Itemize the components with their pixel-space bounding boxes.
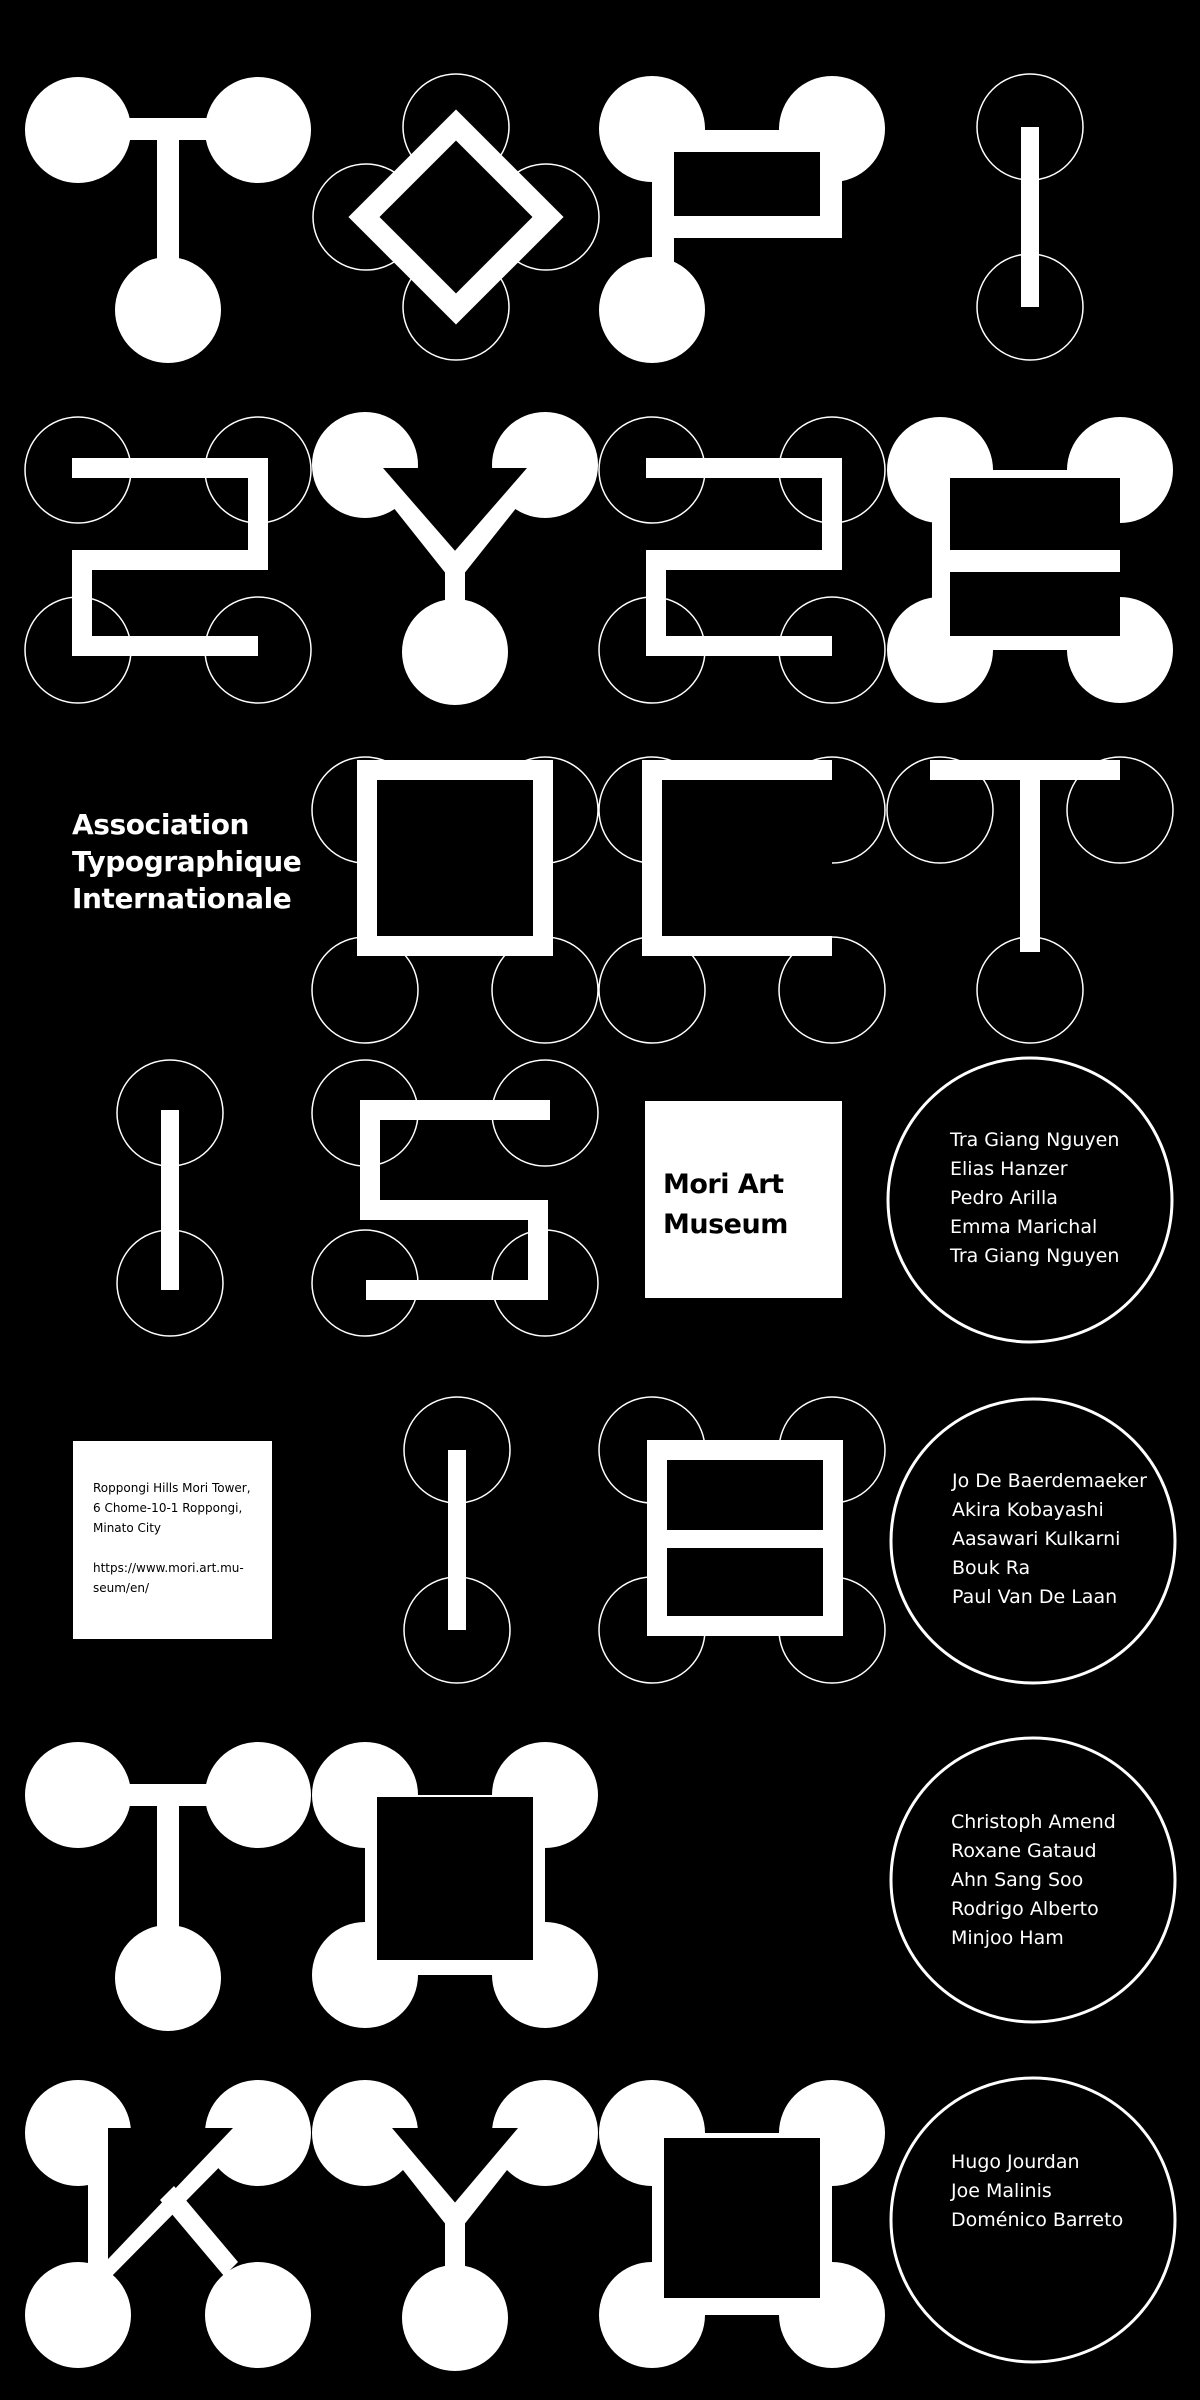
speaker-list-1 — [950, 1126, 1150, 1271]
address-line: Roppongi Hills Mori Tower, — [93, 1481, 251, 1495]
venue-name-line: Mori Art — [663, 1169, 784, 1200]
speaker-name: Ahn Sang Soo — [951, 1869, 1084, 1891]
speaker-name: Roxane Gataud — [951, 1840, 1097, 1862]
speaker-name: Aasawari Kulkarni — [952, 1528, 1121, 1550]
speaker-list-4 — [951, 2148, 1151, 2235]
venue-box — [645, 1101, 842, 1298]
address-text — [93, 1478, 263, 1598]
speaker-name: Rodrigo Alberto — [951, 1898, 1099, 1920]
organization-title-line: Internationale — [72, 882, 292, 915]
organization-title-line: Association — [72, 808, 250, 841]
organization-title-line: Typographique — [72, 845, 302, 878]
organization-title — [72, 806, 352, 917]
address-line: Minato City — [93, 1521, 162, 1535]
address-url-line[interactable]: seum/en/ — [93, 1581, 150, 1595]
speaker-name: Doménico Barreto — [951, 2209, 1124, 2231]
speaker-name: Pedro Arilla — [950, 1187, 1058, 1209]
speaker-name: Joe Malinis — [951, 2180, 1052, 2202]
speaker-name: Paul Van De Laan — [952, 1586, 1118, 1608]
speaker-name: Minjoo Ham — [951, 1927, 1064, 1949]
venue-name — [663, 1165, 833, 1245]
speaker-list-2 — [952, 1467, 1152, 1612]
speaker-name: Hugo Jourdan — [951, 2151, 1080, 2173]
speaker-name: Tra Giang Nguyen — [950, 1129, 1120, 1151]
address-spacer — [93, 1538, 263, 1558]
speaker-name: Jo De Baerdemaeker — [952, 1470, 1147, 1492]
speaker-name: Tra Giang Nguyen — [950, 1245, 1120, 1267]
speaker-name: Akira Kobayashi — [952, 1499, 1104, 1521]
address-url-line[interactable]: https://www.mori.art.mu- — [93, 1561, 244, 1575]
address-line: 6 Chome-10-1 Roppongi, — [93, 1501, 243, 1515]
speaker-name: Elias Hanzer — [950, 1158, 1068, 1180]
address-box — [73, 1441, 272, 1639]
venue-name-line: Museum — [663, 1209, 788, 1240]
speaker-name: Bouk Ra — [952, 1557, 1031, 1579]
speaker-name: Christoph Amend — [951, 1811, 1116, 1833]
speaker-name: Emma Marichal — [950, 1216, 1098, 1238]
speaker-list-3 — [951, 1808, 1151, 1953]
